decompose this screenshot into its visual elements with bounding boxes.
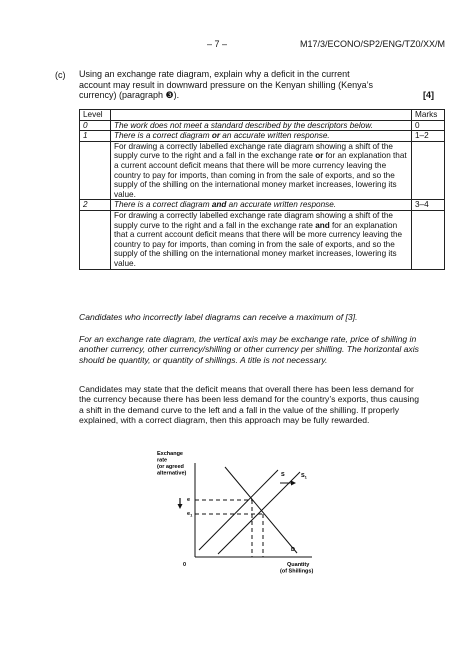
label-e: e bbox=[187, 497, 191, 503]
header-marks: Marks bbox=[412, 110, 445, 121]
level-cell: 1 bbox=[80, 131, 111, 142]
markscheme-table bbox=[79, 109, 445, 270]
descriptor-emphasis: or bbox=[211, 131, 221, 141]
demand-curve bbox=[225, 467, 297, 553]
y-axis-label-line: (or agreed bbox=[157, 464, 184, 470]
descriptor-cell: The work does not meet a standard described by the descriptors below. bbox=[111, 120, 412, 131]
y-axis-label-line: alternative) bbox=[157, 470, 187, 477]
x-axis-label-line: Quantity bbox=[287, 562, 310, 568]
origin-label: 0 bbox=[183, 562, 187, 568]
y-axis-label-line: rate bbox=[157, 457, 168, 464]
detail-text: For drawing a correctly labelled exchange rate diagram showing a shift of the supply curve to the right and a fall in the exchange rate bbox=[114, 210, 393, 230]
document-code: M17/3/ECONO/SP2/ENG/TZ0/XX/M bbox=[300, 39, 446, 49]
label-e1: $e_1$ bbox=[187, 511, 193, 518]
detail-cell bbox=[111, 141, 412, 200]
note-max-marks: Candidates who incorrectly label diagrams can receive a maximum of [3]. bbox=[79, 312, 358, 322]
detail-text: for an explanation that a current account deficit means that there will be more currency leaving the country to pay for imports, than coming in from the sale of exports, and so the supply of the shilling on the international money market increases, lowering its value. bbox=[114, 151, 407, 199]
detail-text: For drawing a correctly labelled exchange rate diagram showing a shift of the supply curve to the right and a fall in the exchange rate bbox=[114, 141, 393, 161]
marks-cell: 1–2 bbox=[412, 131, 445, 142]
marks-cell: 0 bbox=[412, 120, 445, 131]
detail-emphasis: or bbox=[315, 151, 324, 161]
marks-cell: 3–4 bbox=[412, 200, 445, 211]
empty-cell bbox=[412, 210, 445, 269]
empty-cell bbox=[80, 210, 111, 269]
level-cell: 0 bbox=[80, 120, 111, 131]
x-axis-label-line: (of Shillings) bbox=[280, 568, 314, 575]
detail-emphasis: and bbox=[315, 220, 330, 230]
label-s1: $S_1$ bbox=[301, 473, 307, 480]
question-marks: [4] bbox=[423, 90, 434, 100]
detail-text: for an explanation that a current account deficit means that there will be more currency leaving the country to pay for imports, than coming in from the sale of exports, and so the supply of the shilling on the international money market increases, lowering its value. bbox=[114, 220, 403, 268]
table-header-row bbox=[80, 110, 445, 121]
supply-curve-s bbox=[199, 470, 278, 550]
question-label: (c) bbox=[55, 70, 66, 80]
shift-arrow-head bbox=[291, 481, 296, 486]
label-d: D bbox=[291, 547, 295, 553]
header-descriptor bbox=[111, 110, 412, 121]
exchange-rate-diagram bbox=[150, 448, 330, 578]
table-row bbox=[80, 141, 445, 200]
table-row bbox=[80, 120, 445, 131]
y-axis-label-line: Exchange bbox=[157, 451, 183, 457]
table-row bbox=[80, 200, 445, 211]
header-level: Level bbox=[80, 110, 111, 121]
table-row bbox=[80, 131, 445, 142]
fall-arrow-head bbox=[178, 504, 183, 509]
descriptor-text: an accurate written response. bbox=[220, 131, 330, 141]
note-alternative-approach: Candidates may state that the deficit means that overall there has been less demand for the currency because there has been less demand for the country’s exports, thus causing a shift in the demand curve to the left and a fall in the value of the shilling. If properly explained, with a correct diagram, then this approach may be fully rewarded. bbox=[79, 384, 419, 426]
question-text: Using an exchange rate diagram, explain why a deficit in the current account may result in downward pressure on the Kenyan shilling (Kenya’s currency) (paragraph ❸). bbox=[79, 69, 373, 100]
table-row bbox=[80, 210, 445, 269]
descriptor-cell bbox=[111, 131, 412, 142]
descriptor-emphasis: and bbox=[211, 200, 227, 210]
empty-cell bbox=[412, 141, 445, 200]
detail-cell bbox=[111, 210, 412, 269]
descriptor-text: an accurate written response. bbox=[226, 200, 337, 210]
page-number: – 7 – bbox=[207, 39, 228, 49]
descriptor-cell bbox=[111, 200, 412, 211]
note-axis-labels: For an exchange rate diagram, the vertical axis may be exchange rate, price of shilling in another currency, other currency/shilling or other currency per shilling. The horizontal axis should be quantity, or quantity of shillings. A title is not necessary. bbox=[79, 334, 419, 365]
descriptor-text: There is a correct diagram bbox=[114, 200, 212, 210]
descriptor-text: There is a correct diagram bbox=[114, 131, 212, 141]
empty-cell bbox=[80, 141, 111, 200]
level-cell: 2 bbox=[80, 200, 111, 211]
label-s: S bbox=[281, 472, 285, 478]
